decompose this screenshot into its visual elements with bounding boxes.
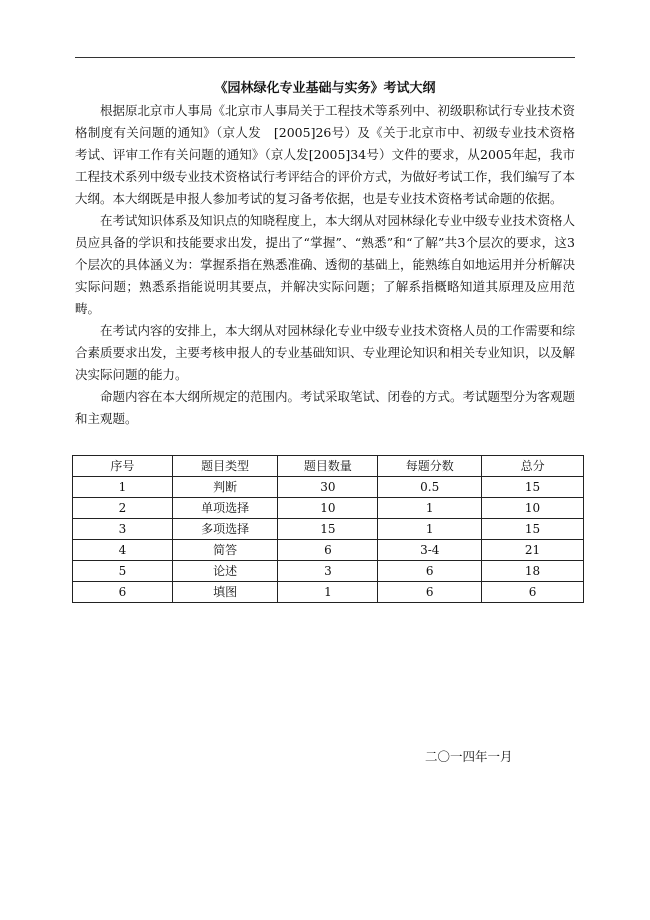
- cell-total: 10: [482, 498, 584, 519]
- paragraph-2: 在考试知识体系及知识点的知晓程度上，本大纲从对园林绿化专业中级专业技术资格人员应具备的学识和技能要求出发，提出了“掌握”、“熟悉”和“了解”共3个层次的要求，这3个层次的具体涵义为：掌握系指在熟悉准确、透彻的基础上，能熟练自如地运用并分析解决实际问题；熟悉系指能说明其要点，并解决实际问题；了解系指概略知道其原理及应用范畴。: [75, 213, 576, 316]
- table-row: [73, 561, 584, 582]
- cell-index: 6: [73, 582, 173, 603]
- cell-points-each: 0.5: [378, 477, 482, 498]
- paragraph-3: 在考试内容的安排上，本大纲从对园林绿化专业中级专业技术资格人员的工作需要和综合素质要求出发，主要考核申报人的专业基础知识、专业理论知识和相关专业知识，以及解决实际问题的能力。: [75, 323, 576, 382]
- cell-points-each: 3-4: [378, 540, 482, 561]
- cell-index: 4: [73, 540, 173, 561]
- table-row: [73, 582, 584, 603]
- cell-index: 5: [73, 561, 173, 582]
- cell-total: 21: [482, 540, 584, 561]
- header-rule: [75, 57, 575, 58]
- document-date: 二〇一四年一月: [425, 749, 513, 764]
- table-row: [73, 540, 584, 561]
- cell-question-type: 单项选择: [172, 498, 278, 519]
- cell-total: 15: [482, 519, 584, 540]
- cell-points-each: 1: [378, 498, 482, 519]
- cell-index: 1: [73, 477, 173, 498]
- cell-total: 6: [482, 582, 584, 603]
- cell-question-type: 简答: [172, 540, 278, 561]
- exam-format-table: [72, 455, 584, 603]
- cell-question-count: 1: [278, 582, 378, 603]
- header-question-count: 题目数量: [278, 456, 378, 477]
- header-points-each: 每题分数: [378, 456, 482, 477]
- cell-total: 18: [482, 561, 584, 582]
- cell-points-each: 6: [378, 582, 482, 603]
- header-total: 总分: [482, 456, 584, 477]
- header-index: 序号: [73, 456, 173, 477]
- table-header-row: [73, 456, 584, 477]
- cell-question-count: 30: [278, 477, 378, 498]
- cell-question-count: 3: [278, 561, 378, 582]
- cell-question-count: 6: [278, 540, 378, 561]
- cell-points-each: 6: [378, 561, 482, 582]
- table-row: [73, 498, 584, 519]
- cell-question-count: 15: [278, 519, 378, 540]
- cell-points-each: 1: [378, 519, 482, 540]
- exam-format-table-wrapper: [72, 455, 584, 603]
- document-title: 《园林绿化专业基础与实务》考试大纲: [214, 81, 436, 96]
- cell-question-type: 论述: [172, 561, 278, 582]
- table-row: [73, 519, 584, 540]
- cell-index: 3: [73, 519, 173, 540]
- cell-index: 2: [73, 498, 173, 519]
- table-row: [73, 477, 584, 498]
- header-question-type: 题目类型: [172, 456, 278, 477]
- paragraph-1: 根据原北京市人事局《北京市人事局关于工程技术等系列中、初级职称试行专业技术资格制度有关问题的通知》（京人发 [2005]26号）及《关于北京市中、初级专业技术资格考试、评审工作有关问题的通知》（京人发[2005]34号）文件的要求，从2005年起，我市工程技术系列中级专业技术资格试行考评结合的评价方式，为做好考试工作，我们编写了本大纲。本大纲既是申报人参加考试的复习备考依据，也是专业技术资格考试命题的依据。: [75, 103, 576, 206]
- document-body: [75, 100, 575, 430]
- cell-question-type: 判断: [172, 477, 278, 498]
- cell-question-type: 填图: [172, 582, 278, 603]
- cell-question-count: 10: [278, 498, 378, 519]
- cell-total: 15: [482, 477, 584, 498]
- cell-question-type: 多项选择: [172, 519, 278, 540]
- paragraph-4: 命题内容在本大纲所规定的范围内。考试采取笔试、闭卷的方式。考试题型分为客观题和主观题。: [75, 389, 576, 426]
